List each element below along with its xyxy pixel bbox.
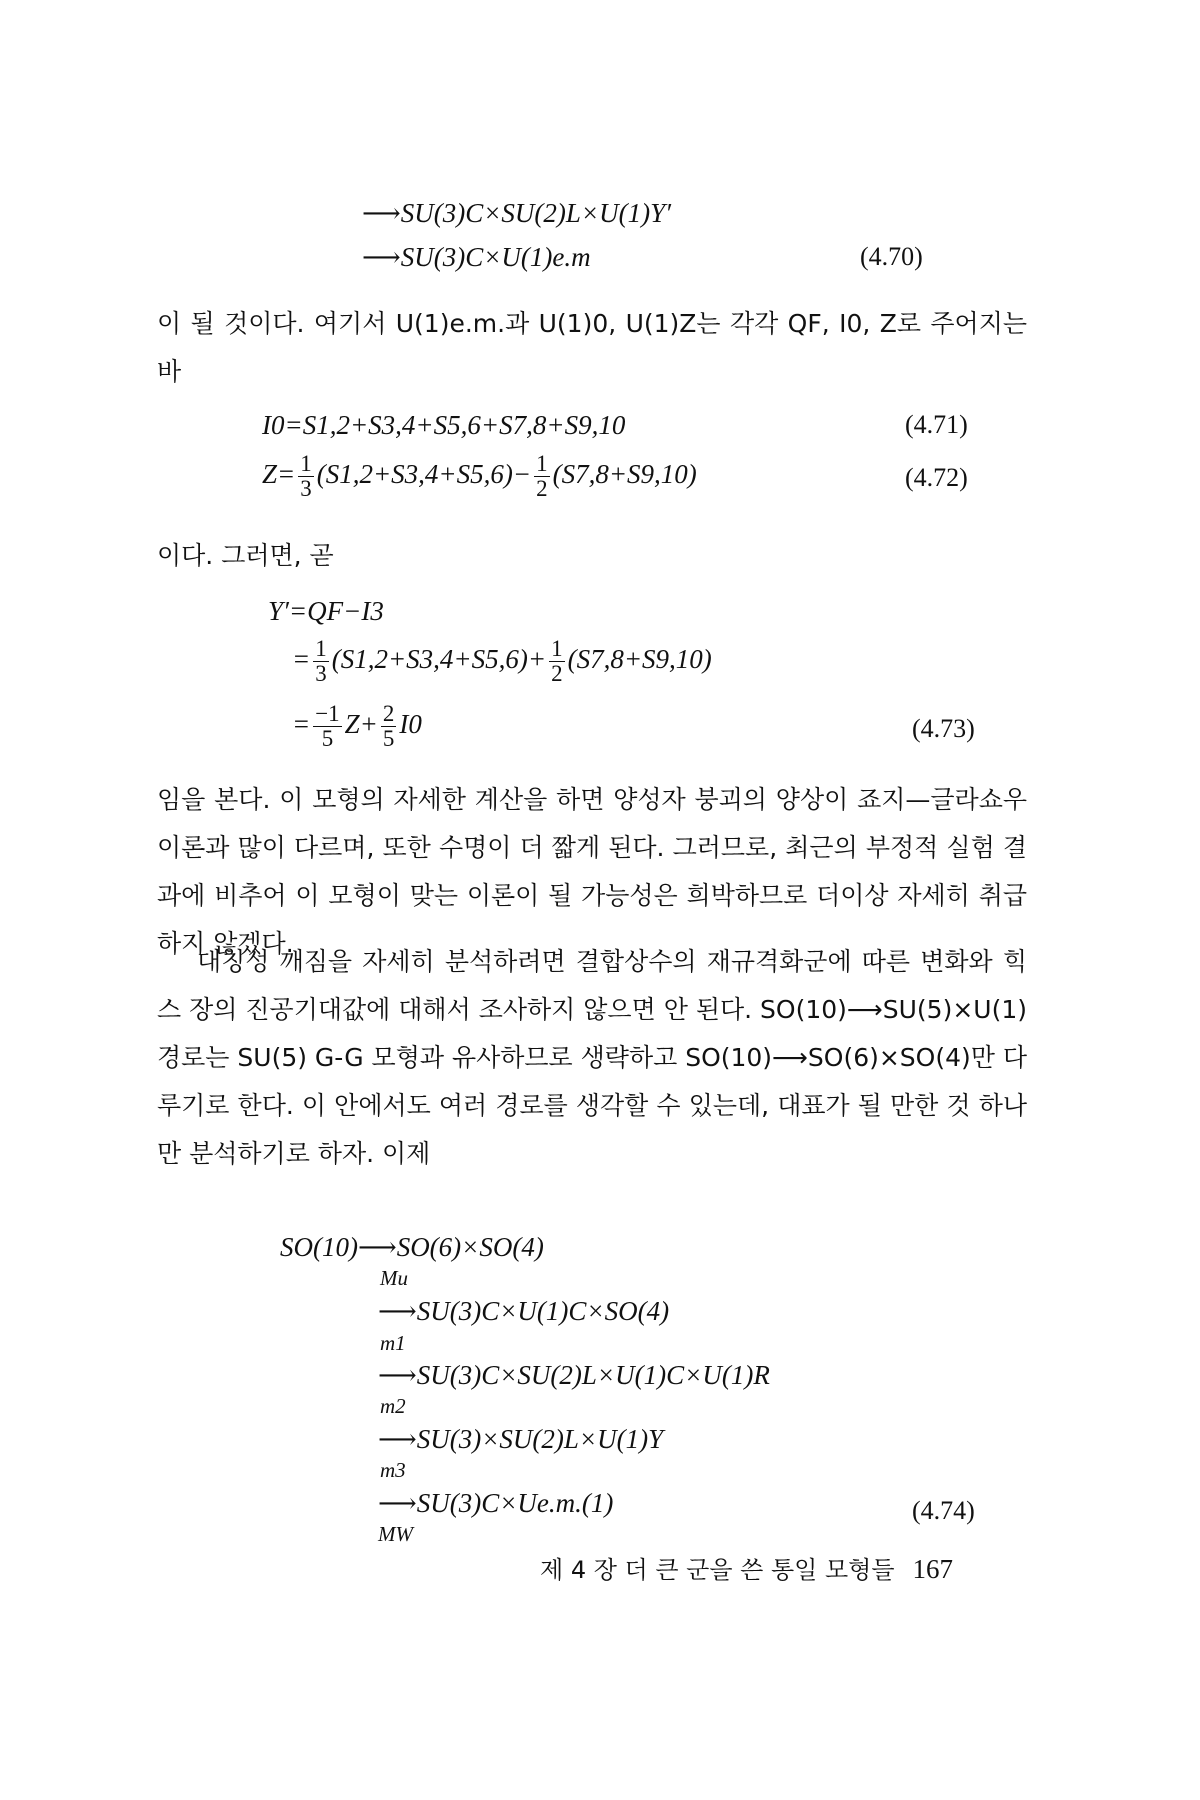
fraction-numerator: 2	[382, 701, 395, 726]
paragraph-3: 임을 본다. 이 모형의 자세한 계산을 하면 양성자 붕괴의 양상이 죠지—글라쇼우 이론과 많이 다르며, 또한 수명이 더 짧게 된다. 그러므로, 최근의 부정적 실험 결과에 비추어 이 모형이 맞는 이론이 될 가능성은 희박하므로 더이상 자세히 취급하지 않겠다.	[157, 785, 1027, 958]
equation-4-74-line-1: SO(10)⟶SO(6)×SO(4)	[280, 1232, 544, 1262]
fraction-two-fifths	[381, 702, 396, 751]
eq-4-73-l3-tail: I0	[399, 708, 422, 739]
eq-4-72-lhs: Z=	[262, 458, 296, 489]
fraction-denominator: 5	[321, 726, 334, 752]
equation-4-72	[262, 452, 697, 501]
fraction-one-third	[298, 452, 313, 501]
equation-4-71: I0=S1,2+S3,4+S5,6+S7,8+S9,10	[262, 410, 626, 440]
fraction-one-half	[534, 452, 549, 501]
equation-4-70-line-2: ⟶SU(3)C×U(1)e.m	[362, 242, 591, 272]
page-number: 167	[912, 1554, 954, 1584]
equation-number-4-73: (4.73)	[912, 714, 975, 743]
equation-number-4-74: (4.74)	[912, 1496, 975, 1525]
fraction-denominator: 5	[382, 726, 395, 752]
fraction-one-half	[549, 637, 564, 686]
eq-4-73-l2-tail: (S7,8+S9,10)	[567, 643, 712, 674]
fraction-numerator: 1	[551, 636, 563, 661]
paragraph-2: 이다. 그러면, 곧	[157, 541, 334, 570]
fraction-denominator: 3	[315, 661, 327, 687]
eq-4-73-l3-mid: Z+	[344, 708, 378, 739]
equation-4-74-label-mw: MW	[378, 1522, 413, 1546]
equation-4-74-line-2: ⟶SU(3)C×U(1)C×SO(4)	[378, 1296, 670, 1326]
paragraph-4: 대칭성 깨짐을 자세히 분석하려면 결합상수의 재규격화군에 따른 변화와 힉스 장의 진공기대값에 대해서 조사하지 않으면 안 된다. SO(10)⟶SU(5)×U(1) 경로는 SU(5) G-G 모형과 유사하므로 생략하고 SO(10)⟶SO(6)×SO(4)만 다루기로 한다. 이 안에서도 여러 경로를 생각할 수 있는데, 대표가 될 만한 것 하나만 분석하기로 하자. 이제	[157, 947, 1028, 1168]
equation-4-74-line-4: ⟶SU(3)×SU(2)L×U(1)Y	[378, 1424, 664, 1454]
fraction-numerator: 1	[536, 451, 548, 476]
eq-4-73-l2-mid: (S1,2+S3,4+S5,6)+	[331, 643, 547, 674]
equation-number-4-70: (4.70)	[860, 242, 923, 271]
page-footer	[540, 1550, 953, 1585]
eq-4-72-tail: (S7,8+S9,10)	[552, 458, 697, 489]
fraction-denominator: 2	[551, 661, 563, 687]
fraction-one-third	[313, 637, 328, 686]
eq-4-73-l3-prefix: =	[292, 708, 311, 739]
equation-4-74-label-m3: m3	[380, 1458, 406, 1482]
equation-4-74-line-3: ⟶SU(3)C×SU(2)L×U(1)C×U(1)R	[378, 1360, 770, 1390]
fraction-numerator: −1	[315, 701, 340, 726]
equation-4-73-line-3	[292, 702, 422, 751]
equation-4-74-label-m2: m2	[380, 1394, 406, 1418]
equation-4-73-line-1: Y′=QF−I3	[268, 596, 384, 626]
fraction-denominator: 3	[300, 476, 312, 502]
fraction-minus-one-fifth	[313, 702, 341, 751]
paragraph-1: 이 될 것이다. 여기서 U(1)e.m.과 U(1)0, U(1)Z는 각각 QF, I0, Z로 주어지는 바	[157, 309, 1027, 386]
chapter-title: 제 4 장 더 큰 군을 쓴 통일 모형들	[540, 1556, 895, 1584]
fraction-numerator: 1	[300, 451, 312, 476]
equation-number-4-72: (4.72)	[905, 463, 968, 492]
fraction-denominator: 2	[536, 476, 548, 502]
eq-4-73-l2-prefix: =	[292, 643, 311, 674]
fraction-numerator: 1	[315, 636, 327, 661]
equation-4-74-label-m1: m1	[380, 1331, 406, 1355]
equation-4-74-line-5: ⟶SU(3)C×Ue.m.(1)	[378, 1488, 614, 1518]
equation-4-73-line-2	[292, 637, 712, 686]
equation-4-74-label-mu: Mu	[380, 1266, 408, 1290]
equation-number-4-71: (4.71)	[905, 410, 968, 439]
eq-4-72-mid: (S1,2+S3,4+S5,6)−	[316, 458, 532, 489]
equation-4-70-line-1: ⟶SU(3)C×SU(2)L×U(1)Y′	[362, 198, 672, 228]
